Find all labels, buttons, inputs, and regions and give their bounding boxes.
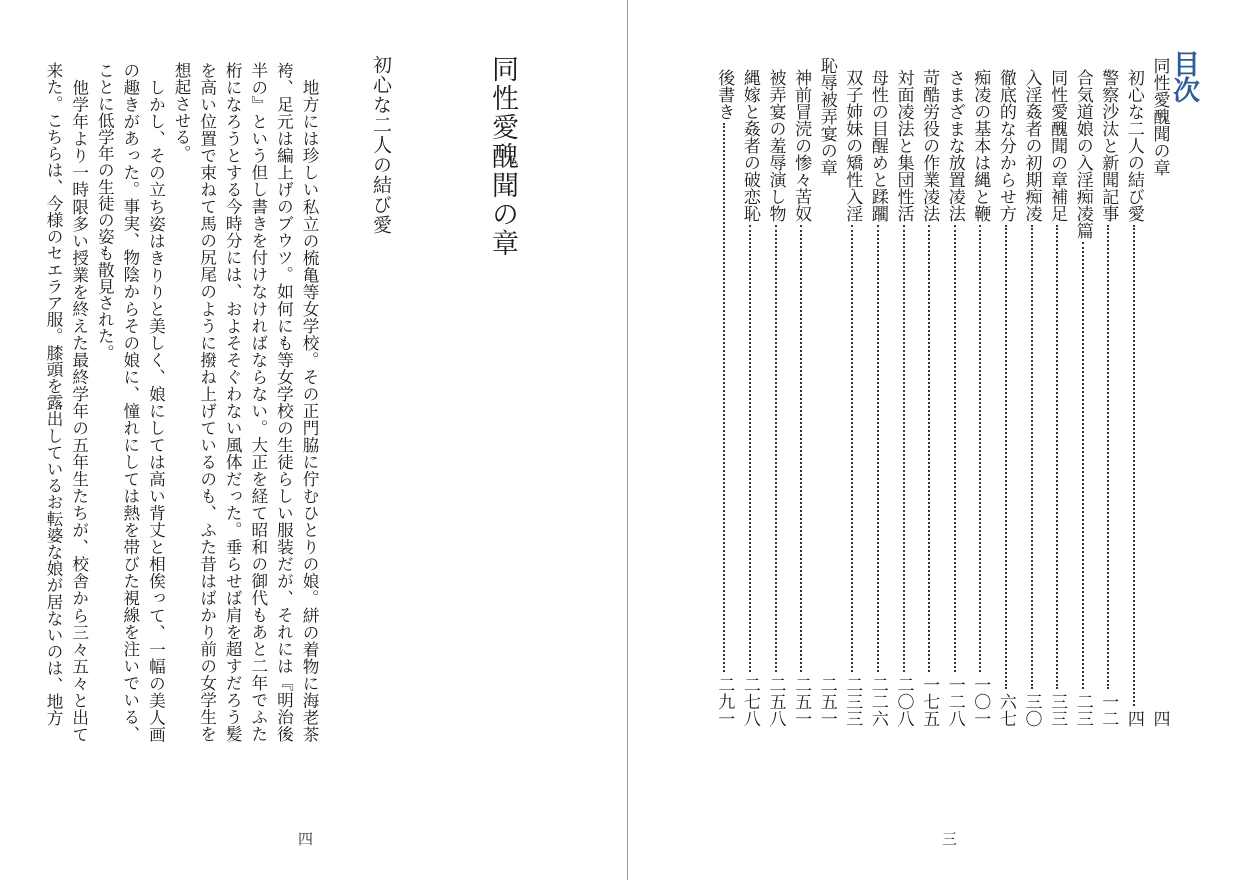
toc-entry [814, 57, 839, 727]
toc-leader-dots [903, 225, 905, 672]
toc-entry-page: 二五一 [816, 676, 837, 727]
body-paragraph: しかし、その立ち姿はきりりと美しく、娘にしては高い背丈と相俟って、一幅の美人画の趣きがあった。事実、物陰からその娘に、憧れにしては熱を帯びた視線を注いでいる、ことに低学年の生徒の姿も散見された。 [95, 62, 166, 742]
toc-leader-dots [851, 225, 853, 672]
section-heading: 初心な二人の結び愛 [370, 55, 392, 235]
toc-leader-dots [800, 225, 802, 672]
toc-entry [968, 69, 993, 727]
body-text [0, 62, 322, 742]
toc-entry-page: 三〇 [1021, 693, 1042, 727]
toc-entry-label: 苛酷労役の作業凌法 [919, 69, 940, 222]
toc-entry [942, 69, 967, 727]
toc-entry-label: 後書き [714, 69, 735, 120]
toc-leader-dots [877, 225, 879, 672]
body-paragraph: 他学年より一時限多い授業を終えた最終学年の五年生たちが、校舎から三々五々と出て来た。こちらは、今様のセエラア服。膝頭を露出しているお転婆な娘が居ないのは、地方 [44, 62, 89, 742]
page-number-left: 四 [298, 830, 314, 848]
toc-entry-label: 双子姉妹の矯性入淫 [842, 69, 863, 222]
toc-leader-dots [1056, 225, 1058, 689]
page-number-right: 三 [942, 830, 958, 848]
toc-entry-page: 二七八 [739, 676, 760, 727]
toc-entry-page: 二五八 [765, 676, 786, 727]
chapter-heading: 同性愛醜聞の章 [487, 55, 518, 258]
toc-entry-label: 対面凌法と集団性活 [893, 69, 914, 222]
toc-entry-page: 二九一 [714, 676, 735, 727]
toc-leader-dots [749, 225, 751, 672]
toc-entry-page: 四 [1149, 710, 1170, 727]
toc-entry-page: 二五一 [791, 676, 812, 727]
toc-entry [737, 69, 762, 727]
toc-leader-dots [1031, 225, 1033, 689]
toc-entry-page: 六七 [995, 693, 1016, 727]
toc-entry-label: 恥辱被弄宴の章 [816, 57, 837, 176]
toc-entry-page: 三三 [1047, 693, 1068, 727]
toc-leader-dots [775, 225, 777, 672]
toc-entry-label: 同性愛醜聞の章 [1149, 57, 1170, 176]
toc-entry-label: 入淫姦者の初期痴凌 [1021, 69, 1042, 222]
toc-entry [1070, 69, 1095, 727]
toc-entry [1019, 69, 1044, 727]
toc-entry [1045, 69, 1070, 727]
toc-entry [789, 69, 814, 727]
toc-entry-page: 二〇八 [893, 676, 914, 727]
toc-entry-page: 二三 [1072, 693, 1093, 727]
toc-entry-page: 二三三 [842, 676, 863, 727]
toc-entry [917, 69, 942, 727]
toc-entry-page: 一七五 [919, 676, 940, 727]
toc-entry [763, 69, 788, 727]
toc-entry-label: 被弄宴の羞辱演し物 [765, 69, 786, 222]
toc-entry-label: 合気道娘の入淫痴凌篇 [1072, 69, 1093, 239]
toc-entry [1096, 69, 1121, 727]
toc-leader-dots [954, 225, 956, 672]
toc-entry [712, 69, 737, 727]
toc-entry-label: 警察沙汰と新聞記事 [1098, 69, 1119, 222]
toc-leader-dots [979, 225, 981, 672]
toc-entry-label: 初心な二人の結び愛 [1123, 69, 1144, 222]
toc-entry [1147, 57, 1172, 727]
toc-leader-dots [1005, 225, 1007, 689]
toc-entry-label: 徹底的な分からせ方 [995, 69, 1016, 222]
toc-entry-page: 四 [1123, 710, 1144, 727]
toc-entry-page: 二二六 [867, 676, 888, 727]
toc-leader-dots [723, 123, 725, 672]
toc-entry-label: 神前冒涜の惨々苦奴 [791, 69, 812, 222]
toc-entry-label: 同性愛醜聞の章補足 [1047, 69, 1068, 222]
toc-leader-dots [1133, 225, 1135, 706]
body-paragraph: 地方には珍しい私立の梳亀等女学校。その正門脇に佇むひとりの娘。絣の着物に海老茶袴、足元は編上げのブウツ。如何にも等女学校の生徒らしい服装だが、それには『明治後半の』という但し書きを付けなければならない。大正を経て昭和の御代もあと二年でふた桁になろうとする今時分には、およそそぐわない風体だった。垂らせば肩を超すだろう髪を高い位置で束ねて馬の尻尾のように撥ね上げているのも、ふた昔はばかり前の女学生を想起させる。 [172, 62, 319, 742]
toc-leader-dots [928, 225, 930, 672]
toc-entry [865, 69, 890, 727]
toc-leader-dots [1082, 242, 1084, 689]
toc-entry [1121, 69, 1146, 727]
toc-entry-page: 一二八 [944, 676, 965, 727]
toc-entry [993, 69, 1018, 727]
toc-entry-label: 縄嫁と姦者の破恋恥 [739, 69, 760, 222]
toc-title: 目次 [1168, 50, 1199, 102]
toc-entry [840, 69, 865, 727]
toc-entry-page: 一〇一 [970, 676, 991, 727]
toc-entry-label: 痴凌の基本は縄と鞭 [970, 69, 991, 222]
toc-entry-page: 一二 [1098, 693, 1119, 727]
toc-entry-label: 母性の目醒めと蹂躙 [867, 69, 888, 222]
toc-entry [891, 69, 916, 727]
toc-entry-label: さまざまな放置凌法 [944, 69, 965, 222]
toc-leader-dots [1107, 225, 1109, 689]
